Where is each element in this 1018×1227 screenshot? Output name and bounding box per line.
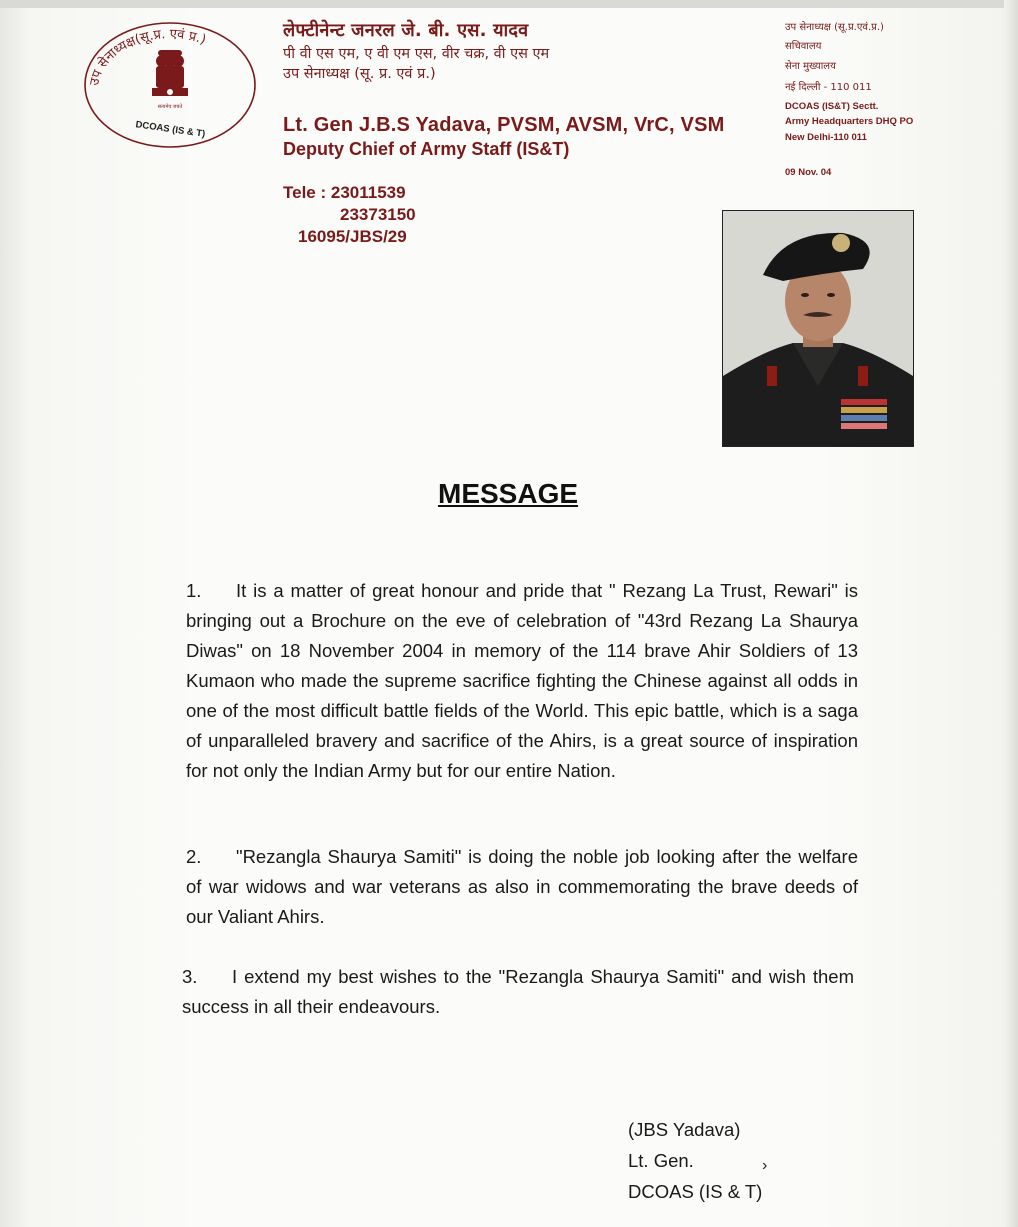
reference-number: 16095/JBS/29 bbox=[298, 227, 407, 246]
paragraph-1 bbox=[186, 576, 858, 786]
officer-portrait bbox=[722, 210, 914, 447]
seal-arc-text: उप सेनाध्यक्ष(सू.प्र. एवं प्र.) bbox=[87, 26, 208, 87]
address-line-3: सेना मुख्यालय bbox=[785, 61, 836, 72]
signature-name: (JBS Yadava) bbox=[628, 1119, 741, 1140]
address-line-7: New Delhi-110 011 bbox=[785, 132, 867, 143]
seal-bottom-text: DCOAS (IS & T) bbox=[134, 119, 206, 140]
address-line-6: Army Headquarters DHQ PO bbox=[785, 116, 914, 127]
paragraph-3-number: 3. bbox=[182, 966, 198, 987]
scan-edge-right bbox=[1004, 0, 1018, 1227]
address-line-2: सचिवालय bbox=[785, 41, 822, 52]
paragraph-2-number: 2. bbox=[186, 846, 202, 867]
svg-text:उप सेनाध्यक्ष(सू.प्र. एवं प्र. bbox=[87, 27, 208, 87]
message-title: MESSAGE bbox=[438, 478, 579, 509]
telephone-2: 23373150 bbox=[340, 205, 416, 224]
letter-date: 09 Nov. 04 bbox=[785, 167, 832, 178]
paragraph-2-text: "Rezangla Shaurya Samiti" is doing the noble job looking after the welfare of war widows and war veterans as also in commemorating the brave deeds of our Valiant Ahirs. bbox=[186, 846, 858, 927]
dcoas-seal bbox=[82, 20, 258, 150]
hindi-name: लेफ्टीनेन्ट जनरल जे. बी. एस. यादव bbox=[283, 20, 529, 41]
address-line-4: नई दिल्ली - 110 011 bbox=[785, 82, 872, 93]
paragraph-1-number: 1. bbox=[186, 580, 202, 601]
scan-edge bbox=[0, 0, 1018, 8]
paragraph-2 bbox=[186, 842, 858, 932]
seal-motto: सत्यमेव जयते bbox=[157, 104, 183, 110]
emblem-icon bbox=[82, 20, 258, 150]
telephone-1: Tele : 23011539 bbox=[283, 183, 406, 202]
hindi-post: उप सेनाध्यक्ष (सू. प्र. एवं प्र.) bbox=[283, 66, 436, 82]
address-line-5: DCOAS (IS&T) Sectt. bbox=[785, 101, 879, 112]
english-name: Lt. Gen J.B.S Yadava, PVSM, AVSM, VrC, VSM bbox=[283, 114, 725, 136]
signature-rank: Lt. Gen. bbox=[628, 1150, 694, 1171]
signature-post: DCOAS (IS & T) bbox=[628, 1181, 763, 1202]
pen-mark-icon: › bbox=[762, 1157, 768, 1174]
address-line-1: उप सेनाध्यक्ष (सू.प्र.एवं.प्र.) bbox=[785, 22, 884, 33]
paragraph-1-text: It is a matter of great honour and pride that " Rezang La Trust, Rewari" is bringing out a Brochure on the eve of celebration of "43rd Rezang La Shaurya Diwas" on 18 November 2004 in memory of the 114 brave Ahir Soldiers of 13 Kumaon who made the supreme sacrifice fighting the Chinese against all odds in one of the most difficult battle fields of the World. This epic battle, which is a saga of unparalleled bravery and sacrifice of the Ahirs, is a great source of inspiration for not only the Indian Army but for our entire Nation. bbox=[186, 580, 858, 781]
paragraph-3 bbox=[182, 962, 854, 1022]
paragraph-3-text: I extend my best wishes to the "Rezangla Shaurya Samiti" and wish them success in all their endeavours. bbox=[182, 966, 854, 1017]
hindi-awards: पी वी एस एम, ए वी एम एस, वीर चक्र, वी एस एम bbox=[283, 46, 550, 62]
english-post: Deputy Chief of Army Staff (IS&T) bbox=[283, 139, 570, 159]
portrait-image bbox=[723, 211, 913, 446]
